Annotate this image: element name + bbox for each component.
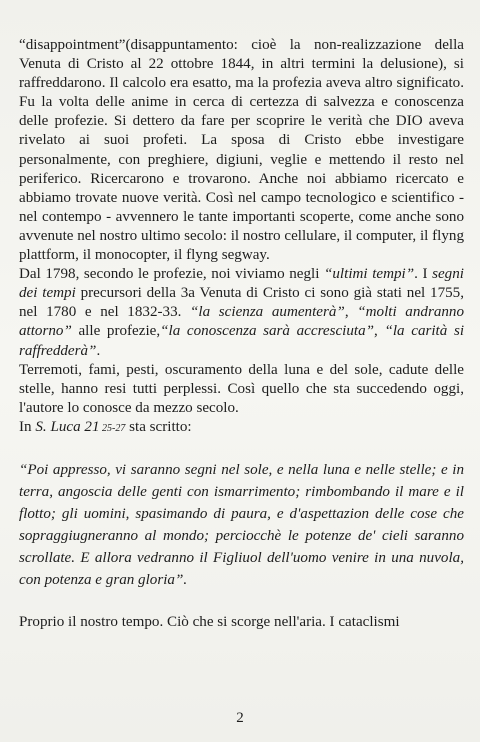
- luca-suffix: sta scritto:: [125, 418, 192, 435]
- paragraph-ultimi-tempi: [19, 265, 464, 360]
- paragraph-luca-reference: [19, 418, 464, 438]
- luca-quotation: “Poi appresso, vi saranno segni nel sole, e nella luna e nelle stelle; e in terra, angoscia delle genti con ismarrimento; rimbombando il mare e il flotto; gli uomini, spasimando di paura, e d'aspettazion delle cose che sopraggiugneranno al mondo; perciocchè le potenze de' cieli saranno scrollate. E allora vedranno il Figliuol dell'uomo venire in una nuvola, con potenza e gran gloria”.: [19, 461, 464, 588]
- segni-dei-tempi-phrase: segni dei tempi: [19, 266, 464, 302]
- page-number: 2: [236, 710, 244, 726]
- paragraph-disappointment: “disappointment”(disappuntamento: cioè la non-realizzazione della Venuta di Cristo al 22 ottobre 1844, in altri termini la delusione), si raffreddarono. Il calcolo era esatto, ma la profezia aveva altro significato. Fu la volta delle anime in cerca di certezza di salvezza e conoscenza delle profezie. Si dettero da fare per scoprire le verità che DIO aveva rivelato ai suoi profeti. La sposa di Cristo ebbe investigare personalmente, con preghiere, digiuni, veglie e mettendo il resto nel periferico. Ricercarono e trovarono. Anche noi abbiamo ricercato e abbiamo trovate nuove verità. Così nel campo tecnologico e scientifico - nel contempo - avvennero le tante importanti scoperte, come anche sono avvenute nel nostro ultimo secolo: il nostro cellulare, il computer, il flyng plattform, il monocopter, il flyng segway.: [19, 37, 464, 264]
- paragraph-2-text-1: Dal 1798, secondo le profezie, noi viviamo negli: [19, 266, 324, 283]
- paragraph-terremoti: Terremoti, fami, pesti, oscuramento della luna e del sole, cadute delle stelle, hanno resi tutti perplessi. Così quello che sta succedendo oggi, l'autore lo conosce da mezzo secolo.: [19, 361, 464, 416]
- andranno-attorno-quote: “molti andranno attorno”: [19, 304, 465, 340]
- conoscenza-quote: “la conoscenza sarà accresciuta”: [160, 323, 375, 340]
- paragraph-2-text-5: alle profezie,: [71, 323, 161, 340]
- paragraph-2-text-4: ,: [344, 304, 358, 321]
- scienza-quote: “la scienza aumenterà”: [190, 304, 345, 321]
- paragraph-2-text-2: . I: [414, 266, 433, 283]
- ultimi-tempi-quote: “ultimi tempi”: [323, 266, 415, 283]
- body-text: [19, 36, 464, 632]
- closing-line: Proprio il nostro tempo. Ciò che si scorge nell'aria. I cataclismi: [19, 613, 400, 630]
- luca-reference: S. Luca 21: [35, 418, 100, 435]
- luca-verses: 25-27: [99, 422, 126, 434]
- paragraph-2-text-3: precursori della 3a Venuta di Cristo ci sono già stati nel 1755, nel 1780 e nel 1832-33.: [19, 285, 465, 321]
- luca-prefix: In: [19, 418, 36, 435]
- paragraph-2-text-6: ,: [374, 323, 385, 340]
- paragraph-2-text-7: .: [96, 342, 101, 359]
- carita-quote: “la carità si raffredderà”: [19, 323, 465, 359]
